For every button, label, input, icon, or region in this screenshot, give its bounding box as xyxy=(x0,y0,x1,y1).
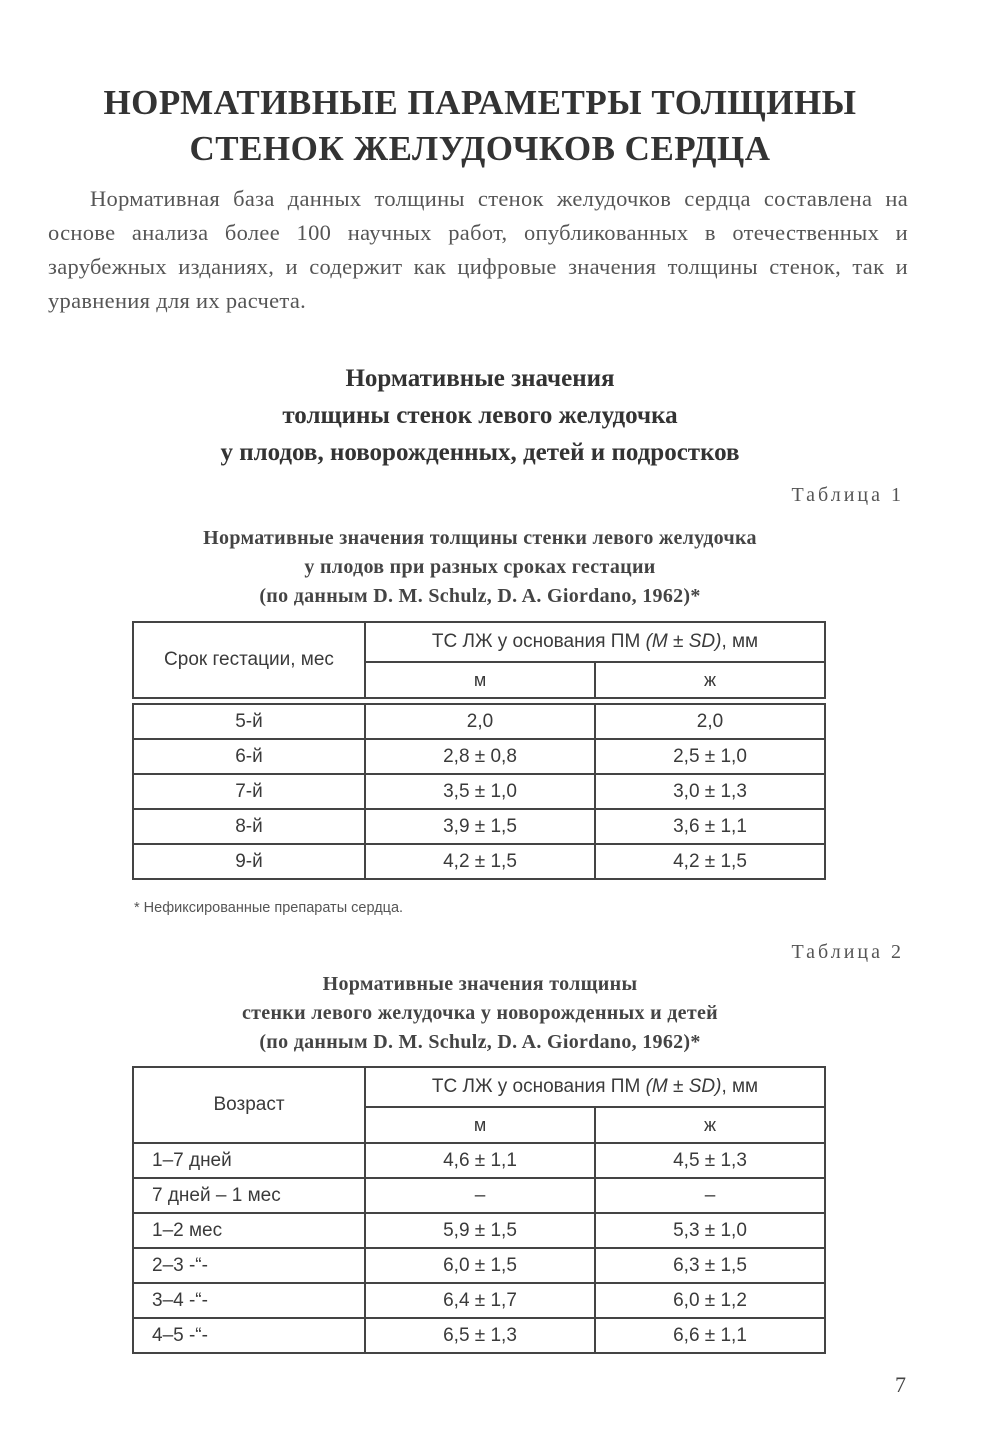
table-2-cell-female: 6,6 ± 1,1 xyxy=(595,1318,825,1353)
table-2-cell-male: 6,0 ± 1,5 xyxy=(365,1248,595,1283)
table-1-cell-female: 2,0 xyxy=(595,704,825,739)
table-1-cell-male: 2,8 ± 0,8 xyxy=(365,739,595,774)
section-title xyxy=(80,360,880,471)
table-1-caption-line-2: у плодов при разных сроках гестации xyxy=(304,556,656,578)
table-1-cell-male: 3,5 ± 1,0 xyxy=(365,774,595,809)
table-row xyxy=(133,1283,825,1318)
table-2-cell-female: 5,3 ± 1,0 xyxy=(595,1213,825,1248)
table-2-cell-male: 4,6 ± 1,1 xyxy=(365,1143,595,1178)
page-number: 7 xyxy=(895,1372,906,1397)
table-1-row-label: 8-й xyxy=(133,809,365,844)
table-2-cell-male: – xyxy=(365,1178,595,1213)
table-row xyxy=(133,1248,825,1283)
page-title-line-1: НОРМАТИВНЫЕ ПАРАМЕТРЫ ТОЛЩИНЫ xyxy=(103,83,857,122)
table-1-cell-female: 3,6 ± 1,1 xyxy=(595,809,825,844)
table-1 xyxy=(132,621,826,880)
table-1-footnote: * Нефиксированные препараты сердца. xyxy=(134,900,404,916)
table-1-cell-male: 3,9 ± 1,5 xyxy=(365,809,595,844)
table-1-cell-male: 2,0 xyxy=(365,704,595,739)
table-2-row-label: 4–5 -“- xyxy=(133,1318,365,1353)
table-2-caption-line-2: стенки левого желудочка у новорожденных и детей xyxy=(242,1002,718,1024)
table-2-col-female: ж xyxy=(595,1107,825,1143)
table-2-cell-female: 6,0 ± 1,2 xyxy=(595,1283,825,1318)
page-title-line-2: СТЕНОК ЖЕЛУДОЧКОВ СЕРДЦА xyxy=(189,129,771,168)
table-2-row-label: 7 дней – 1 мес xyxy=(133,1178,365,1213)
table-1-row-header: Срок гестации, мес xyxy=(133,622,365,698)
table-1-col-male: м xyxy=(365,662,595,698)
table-2-col-male: м xyxy=(365,1107,595,1143)
table-1-group-header xyxy=(365,622,825,662)
table-2-cell-male: 5,9 ± 1,5 xyxy=(365,1213,595,1248)
table-2-caption xyxy=(80,970,880,1057)
table-1-caption-line-3: (по данным D. M. Schulz, D. A. Giordano, 1962)* xyxy=(259,585,701,607)
table-1-row-label: 9-й xyxy=(133,844,365,879)
table-2-row-label: 1–7 дней xyxy=(133,1143,365,1178)
table-2-caption-line-1: Нормативные значения толщины xyxy=(322,973,638,995)
section-title-line-3: у плодов, новорожденных, детей и подростков xyxy=(220,439,740,466)
table-1-group-header-text: ТС ЛЖ у основания ПМ xyxy=(431,631,646,652)
section-title-line-1: Нормативные значения xyxy=(345,365,615,392)
table-1-row-label: 6-й xyxy=(133,739,365,774)
table-row xyxy=(133,1143,825,1178)
table-row xyxy=(133,844,825,879)
table-1-cell-male: 4,2 ± 1,5 xyxy=(365,844,595,879)
table-2-cell-male: 6,5 ± 1,3 xyxy=(365,1318,595,1353)
table-row xyxy=(133,809,825,844)
intro-paragraph: Нормативная база данных толщины стенок желудочков сердца составлена на основе анализа более 100 научных работ, опубликованных в отечественных и зарубежных изданиях, и содержит как цифровые значения толщины стенок, так и уравнения для их расчета. xyxy=(48,186,908,313)
table-row xyxy=(133,704,825,739)
table-1-caption-line-1: Нормативные значения толщины стенки левого желудочка xyxy=(203,527,757,549)
table-1-caption xyxy=(80,524,880,611)
table-row xyxy=(133,1213,825,1248)
table-row xyxy=(133,1178,825,1213)
table-1-cell-female: 2,5 ± 1,0 xyxy=(595,739,825,774)
table-row xyxy=(133,774,825,809)
table-2 xyxy=(132,1066,826,1354)
table-2-cell-female: 6,3 ± 1,5 xyxy=(595,1248,825,1283)
table-2-cell-male: 6,4 ± 1,7 xyxy=(365,1283,595,1318)
page-title xyxy=(60,80,900,172)
table-2-caption-line-3: (по данным D. M. Schulz, D. A. Giordano, 1962)* xyxy=(259,1031,701,1053)
table-1-row-label: 5-й xyxy=(133,704,365,739)
table-2-row-header: Возраст xyxy=(133,1067,365,1143)
section-title-line-2: толщины стенок левого желудочка xyxy=(282,402,678,429)
table-2-row-label: 3–4 -“- xyxy=(133,1283,365,1318)
table-1-number: Таблица 1 xyxy=(791,484,904,506)
table-2-number: Таблица 2 xyxy=(791,941,904,963)
table-2-row-label: 1–2 мес xyxy=(133,1213,365,1248)
table-2-group-header-stat: (M ± SD) xyxy=(645,1076,722,1097)
table-2-group-header xyxy=(365,1067,825,1107)
table-1-cell-female: 3,0 ± 1,3 xyxy=(595,774,825,809)
table-2-cell-female: 4,5 ± 1,3 xyxy=(595,1143,825,1178)
table-row xyxy=(133,739,825,774)
table-1-group-header-stat: (M ± SD) xyxy=(645,631,722,652)
table-2-cell-female: – xyxy=(595,1178,825,1213)
table-2-group-header-text: ТС ЛЖ у основания ПМ xyxy=(431,1076,646,1097)
table-row xyxy=(133,1318,825,1353)
table-1-cell-female: 4,2 ± 1,5 xyxy=(595,844,825,879)
table-1-col-female: ж xyxy=(595,662,825,698)
table-1-row-label: 7-й xyxy=(133,774,365,809)
table-1-group-header-unit: , мм xyxy=(721,631,759,652)
table-2-row-label: 2–3 -“- xyxy=(133,1248,365,1283)
table-2-group-header-unit: , мм xyxy=(721,1076,759,1097)
